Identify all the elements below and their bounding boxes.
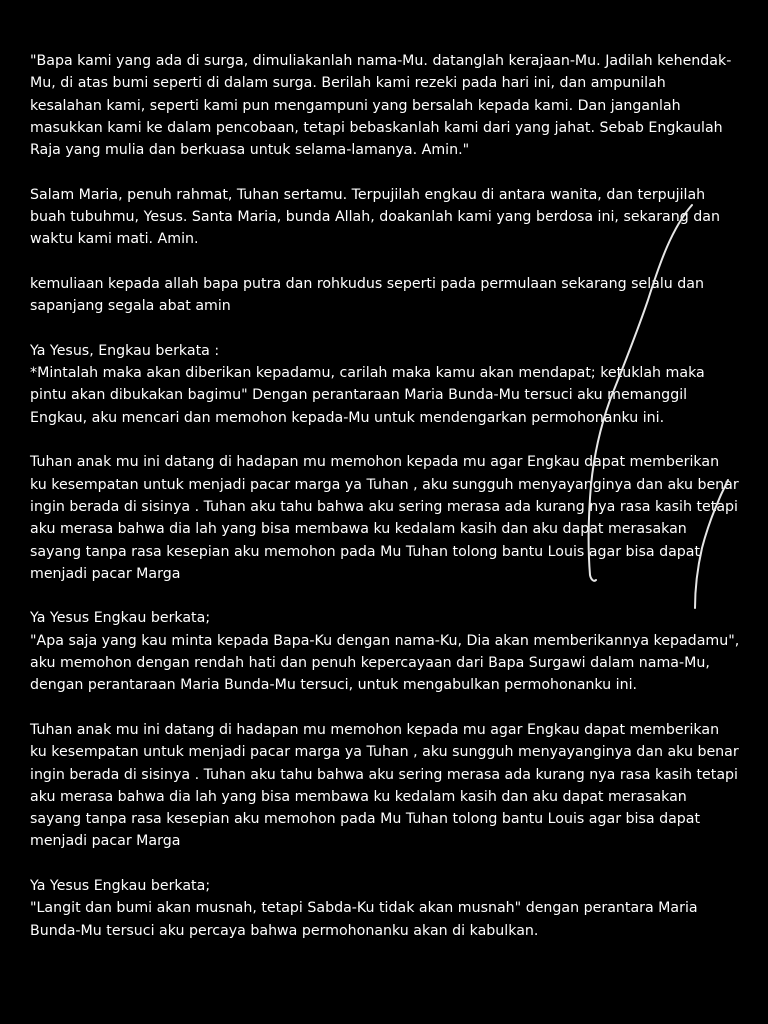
paragraph-whatever-you-ask: Ya Yesus Engkau berkata; "Apa saja yang kau minta kepada Bapa-Ku dengan nama-Ku, Dia akan memberikannya kepadamu", aku memohon dengan rendah hati dan penuh kepercayaan dari Bapa Surgawi dalam nama-Mu, dengan perantaraan Maria Bunda-Mu tersuci, untuk mengabulkan permohonanku ini. (30, 610, 740, 694)
paragraph-heaven-and-earth: Ya Yesus Engkau berkata; "Langit dan bumi akan musnah, tetapi Sabda-Ku tidak akan musnah" dengan perantara Maria Bunda-Mu tersuci aku percaya bahwa permohonanku akan di kabulkan. (30, 877, 698, 939)
paragraph-petition-1: Tuhan anak mu ini datang di hadapan mu memohon kepada mu agar Engkau dapat memberikan ku kesempatan untuk menjadi pacar marga ya Tuhan , aku sungguh menyayanginya dan aku benar ingin berada di sisinya . Tuhan aku tahu bahwa aku sering merasa ada kurang nya rasa kasih tetapi aku merasa bahwa dia lah yang bisa membawa ku kedalam kasih dan aku dapat merasakan sayang tanpa rasa kesepian aku memohon pada Mu Tuhan tolong bantu Louis agar bisa dapat menjadi pacar Marga (30, 454, 744, 582)
note-body[interactable] (30, 50, 744, 964)
paragraph-hail-mary: Salam Maria, penuh rahmat, Tuhan sertamu. Terpujilah engkau di antara wanita, dan terpujilah buah tubuhmu, Yesus. Santa Maria, bunda Allah, doakanlah kami yang berdosa ini, sekarang dan waktu kami mati. Amin. (30, 186, 725, 248)
paragraph-petition-2: Tuhan anak mu ini datang di hadapan mu memohon kepada mu agar Engkau dapat memberikan ku kesempatan untuk menjadi pacar marga ya Tuhan , aku sungguh menyayanginya dan aku benar ingin berada di sisinya . Tuhan aku tahu bahwa aku sering merasa ada kurang nya rasa kasih tetapi aku merasa bahwa dia lah yang bisa membawa ku kedalam kasih dan aku dapat merasakan sayang tanpa rasa kesepian aku memohon pada Mu Tuhan tolong bantu Louis agar bisa dapat menjadi pacar Marga (30, 721, 744, 850)
paragraph-ask-and-receive: Ya Yesus, Engkau berkata : *Mintalah maka akan diberikan kepadamu, carilah maka kamu akan mendapat; ketuklah maka pintu akan dibukakan bagimu" Dengan perantaraan Maria Bunda-Mu tersuci aku memanggil Engkau, aku mencari dan memohon kepada-Mu untuk mendengarkan permohonanku ini. (30, 342, 705, 426)
paragraph-glory-be: kemuliaan kepada allah bapa putra dan rohkudus seperti pada permulaan sekarang selalu dan sapanjang segala abat amin (30, 275, 709, 315)
paragraph-our-father: "Bapa kami yang ada di surga, dimuliakanlah nama-Mu. datanglah kerajaan-Mu. Jadilah kehendak-Mu, di atas bumi seperti di dalam surga. Berilah kami rezeki pada hari ini, dan ampunilah kesalahan kami, seperti kami pun mengampuni yang bersalah kepada kami. Dan janganlah masukkan kami ke dalam pencobaan, tetapi bebaskanlah kami dari yang jahat. Sebab Engkaulah Raja yang mulia dan berkuasa untuk selama-lamanya. Amin." (30, 53, 732, 159)
